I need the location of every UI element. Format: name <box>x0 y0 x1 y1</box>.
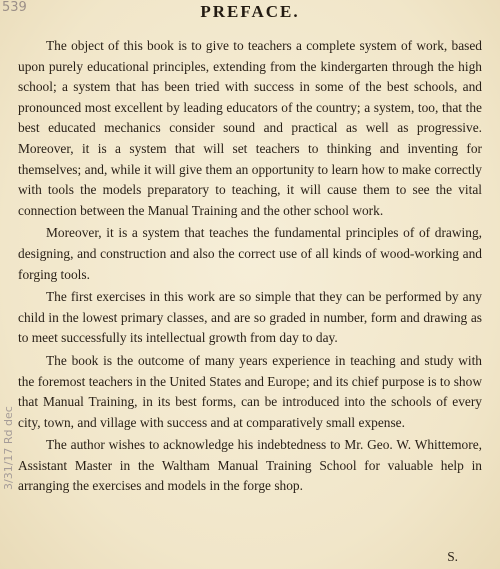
page-number-note: 539 <box>2 0 27 15</box>
page-title: PREFACE. <box>200 2 300 21</box>
signature: S. <box>447 549 458 564</box>
preface-text <box>18 36 482 499</box>
paragraph-3: The first exercises in this work are so simple that they can be performed by any child in the lowest primary classes, and are so graded in number, form and drawing as to meet successfully its intellectual growth from day to day. <box>18 289 482 346</box>
paragraph-1: The object of this book is to give to teachers a complete system of work, based upon purely educational principles, extending from the kindergarten through the high school; a system that has been tried with success in some of the best schools, and pronounced most excellent by leading educators of the country; a system, too, that the best educated mechanics consider sound and practical as well as progressive. Moreover, it is a system that will set teachers to thinking and inventing for themselves; and, while it will give them an opportunity to learn how to make correctly with tools the models preparatory to teaching, it will cause them to see the vital connection between the Manual Training and the other school work. <box>18 38 482 218</box>
paragraph-5: The author wishes to acknowledge his indebtedness to Mr. Geo. W. Whittemore, Assistant Master in the Waltham Manual Training School for valuable help in arranging the exercises and models in the forge shop. <box>18 437 482 494</box>
paragraph-2: Moreover, it is a system that teaches the fundamental principles of of drawing, designing, and construction and also the correct use of all kinds of wood-working and forging tools. <box>18 225 482 282</box>
paragraph-4: The book is the outcome of many years experience in teaching and study with the foremost teachers in the United States and Europe; and its chief purpose is to show that Manual Training, in its best forms, can be introduced into the schools of every city, town, and village with success and at comparatively small expense. <box>18 352 482 430</box>
pencil-annotation: 3/31/17 Rd dec <box>2 406 15 490</box>
